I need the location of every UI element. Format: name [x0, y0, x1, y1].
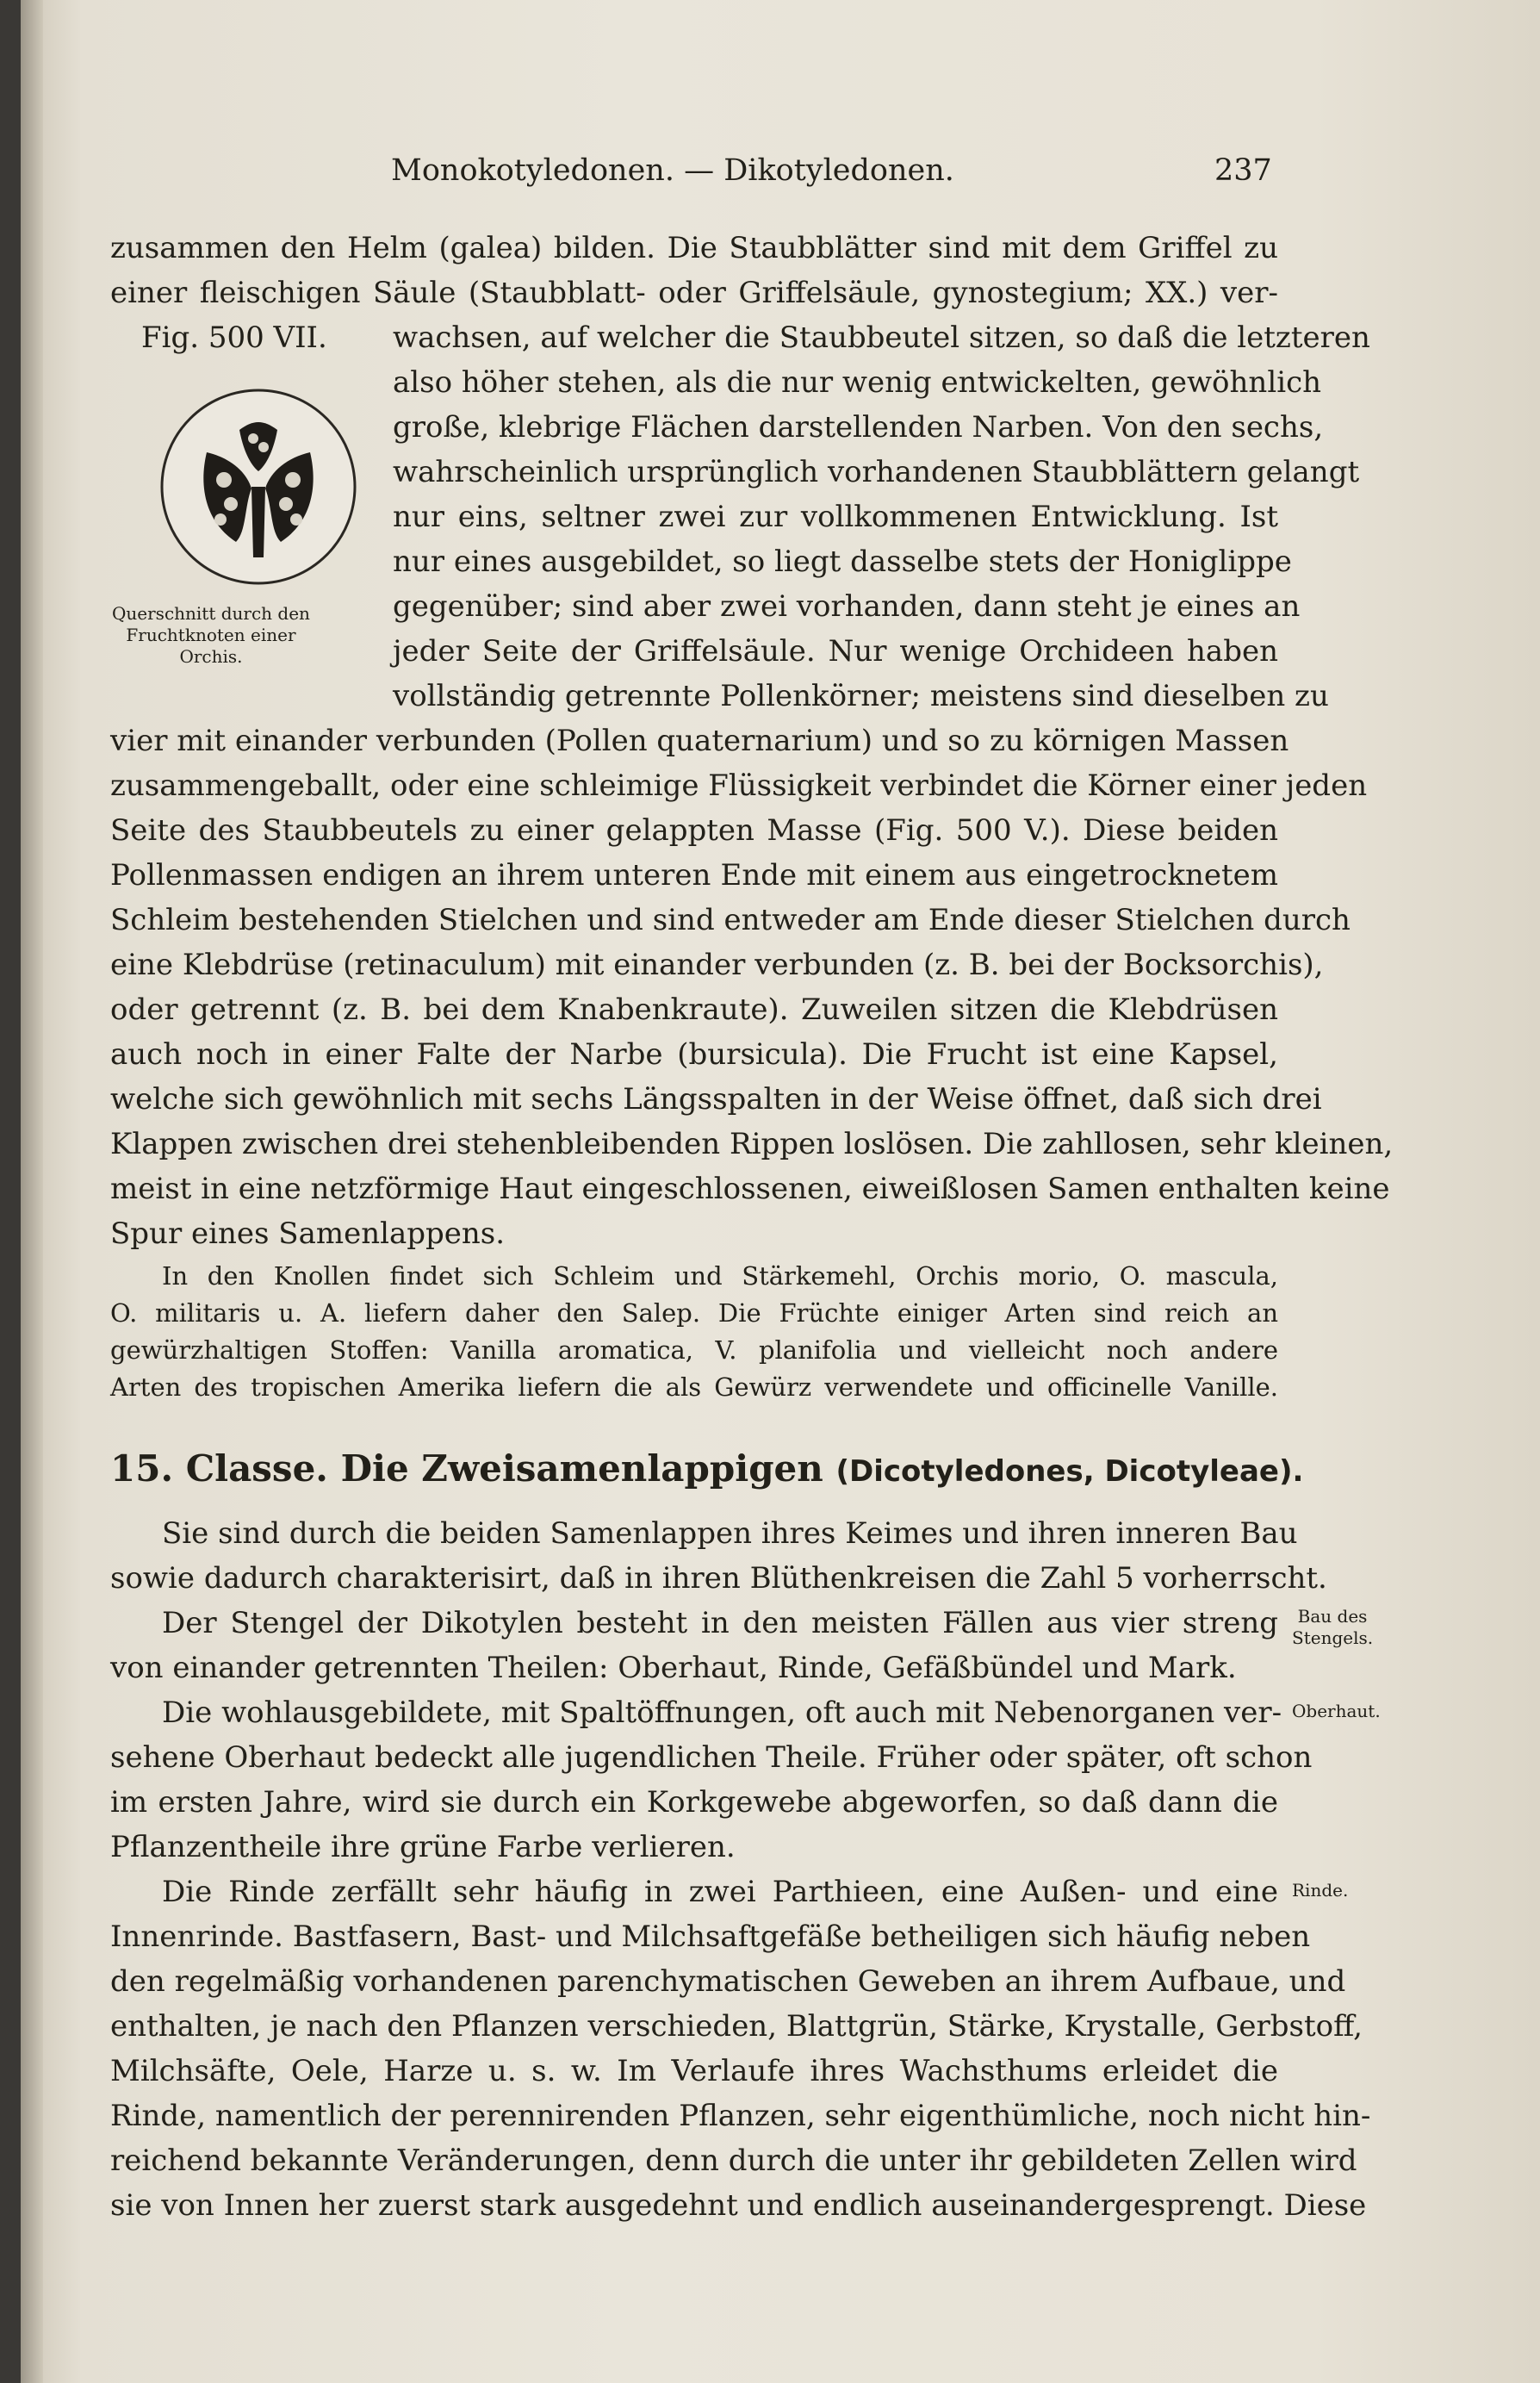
- body-line: Die wohlausgebildete, mit Spaltöffnungen, oft auch mit Nebenorganen ver-: [162, 1695, 1282, 1730]
- body-line: eine Klebdrüse (retinaculum) mit einander verbunden (z. B. bei der Bocksorchis),: [110, 948, 1324, 982]
- book-spine-shadow: [21, 0, 43, 2383]
- body-line: oder getrennt (z. B. bei dem Knabenkraute). Zuweilen sitzen die Klebdrüsen: [110, 992, 1278, 1027]
- margin-note-line: Stengels.: [1292, 1627, 1374, 1648]
- body-line: Pflanzentheile ihre grüne Farbe verlieren.: [110, 1830, 736, 1864]
- section-latin-title: (Dicotyledones, Dicotyleae).: [835, 1454, 1304, 1489]
- body-line: einer fleischigen Säule (Staubblatt- oder Griffelsäule, gynostegium; XX.) ver-: [110, 276, 1278, 310]
- body-line: zusammen den Helm (galea) bilden. Die Staubblätter sind mit dem Griffel zu: [110, 231, 1278, 265]
- margin-note-bark: Rinde.: [1292, 1880, 1349, 1901]
- body-line: Die Rinde zerfällt sehr häufig in zwei Parthieen, eine Außen- und eine: [162, 1875, 1278, 1909]
- section-title: Die Zweisamenlappigen: [340, 1447, 823, 1490]
- running-title: Monokotyledonen. — Dikotyledonen.: [391, 153, 954, 188]
- body-line: Milchsäfte, Oele, Harze u. s. w. Im Verlaufe ihres Wachsthums erleidet die: [110, 2054, 1278, 2088]
- body-line: sie von Innen her zuerst stark ausgedehnt und endlich auseinandergesprengt. Diese: [110, 2188, 1367, 2223]
- body-line: Schleim bestehenden Stielchen und sind entweder am Ende dieser Stielchen durch: [110, 903, 1351, 937]
- section-number: 15. Classe.: [110, 1447, 328, 1490]
- body-line: also höher stehen, als die nur wenig entwickelten, gewöhnlich: [393, 365, 1322, 400]
- body-line: Rinde, namentlich der perennirenden Pflanzen, sehr eigenthümliche, noch nicht hin-: [110, 2099, 1371, 2133]
- body-line: auch noch in einer Falte der Narbe (bursicula). Die Frucht ist eine Kapsel,: [110, 1037, 1278, 1072]
- body-line: Pollenmassen endigen an ihrem unteren Ende mit einem aus eingetrocknetem: [110, 858, 1278, 893]
- figure-caption-line: Orchis.: [179, 646, 243, 667]
- note-line: gewürzhaltigen Stoffen: Vanilla aromatica, V. planifolia und vielleicht noch andere: [110, 1335, 1278, 1365]
- body-line: sehene Oberhaut bedeckt alle jugendlichen Theile. Früher oder später, oft schon: [110, 1740, 1313, 1775]
- body-line: vollständig getrennte Pollenkörner; meistens sind dieselben zu: [393, 679, 1329, 713]
- page-number: 237: [1214, 153, 1272, 188]
- margin-note-epidermis: Oberhaut.: [1292, 1701, 1381, 1721]
- body-line: Sie sind durch die beiden Samenlappen ihres Keimes und ihren inneren Bau: [162, 1516, 1298, 1551]
- body-line: enthalten, je nach den Pflanzen verschieden, Blattgrün, Stärke, Krystalle, Gerbstoff,: [110, 2009, 1363, 2044]
- body-line: reichend bekannte Veränderungen, denn durch die unter ihr gebildeten Zellen wird: [110, 2143, 1357, 2178]
- book-page: [21, 0, 1540, 2383]
- orchid-ovary-cross-section-figure: [157, 385, 360, 588]
- body-line: Spur eines Samenlappens.: [110, 1216, 506, 1251]
- body-line: sowie dadurch charakterisirt, daß in ihren Blüthenkreisen die Zahl 5 vorherrscht.: [110, 1561, 1327, 1596]
- body-line: gegenüber; sind aber zwei vorhanden, dann steht je eines an: [393, 589, 1301, 624]
- body-line: Seite des Staubbeutels zu einer gelappten Masse (Fig. 500 V.). Diese beiden: [110, 813, 1278, 848]
- figure-caption-line: Fruchtknoten einer: [126, 625, 296, 645]
- body-line: vier mit einander verbunden (Pollen quaternarium) und so zu körnigen Massen: [110, 724, 1289, 758]
- body-line: im ersten Jahre, wird sie durch ein Korkgewebe abgeworfen, so daß dann die: [110, 1785, 1278, 1820]
- body-line: Klappen zwischen drei stehenbleibenden Rippen loslösen. Die zahllosen, sehr kleinen,: [110, 1127, 1394, 1161]
- body-line: große, klebrige Flächen darstellenden Narben. Von den sechs,: [393, 410, 1324, 445]
- body-line: welche sich gewöhnlich mit sechs Längsspalten in der Weise öffnet, daß sich drei: [110, 1082, 1322, 1117]
- margin-note-line: Bau des: [1297, 1606, 1368, 1627]
- body-line: wachsen, auf welcher die Staubbeutel sitzen, so daß die letzteren: [393, 320, 1370, 355]
- figure-caption: [112, 603, 310, 668]
- figure-caption-line: Querschnitt durch den: [112, 603, 310, 624]
- body-line: zusammengeballt, oder eine schleimige Flüssigkeit verbindet die Körner einer jeden: [110, 768, 1368, 803]
- note-line: Arten des tropischen Amerika liefern die als Gewürz verwendete und officinelle Vanille.: [110, 1372, 1278, 1402]
- body-line: den regelmäßig vorhandenen parenchymatischen Geweben an ihrem Aufbaue, und: [110, 1964, 1346, 1999]
- body-line: nur eines ausgebildet, so liegt dasselbe stets der Honiglippe: [393, 544, 1292, 579]
- body-line: Innenrinde. Bastfasern, Bast- und Milchsaftgefäße betheiligen sich häufig neben: [110, 1919, 1311, 1954]
- body-line: nur eins, seltner zwei zur vollkommenen Entwicklung. Ist: [393, 500, 1278, 534]
- note-line: O. militaris u. A. liefern daher den Salep. Die Früchte einiger Arten sind reich an: [110, 1298, 1278, 1328]
- body-line: meist in eine netzförmige Haut eingeschlossenen, eiweißlosen Samen enthalten keine: [110, 1172, 1390, 1206]
- body-line: von einander getrennten Theilen: Oberhaut, Rinde, Gefäßbündel und Mark.: [110, 1651, 1237, 1685]
- note-line: In den Knollen findet sich Schleim und Stärkemehl, Orchis morio, O. mascula,: [162, 1261, 1278, 1291]
- body-line: Der Stengel der Dikotylen besteht in den meisten Fällen aus vier streng: [162, 1606, 1278, 1640]
- section-heading: [110, 1447, 1303, 1490]
- body-line: jeder Seite der Griffelsäule. Nur wenige Orchideen haben: [393, 634, 1278, 669]
- margin-note-stem: [1292, 1606, 1373, 1649]
- body-line: wahrscheinlich ursprünglich vorhandenen Staubblättern gelangt: [393, 455, 1360, 489]
- figure-label: Fig. 500 VII.: [141, 320, 327, 355]
